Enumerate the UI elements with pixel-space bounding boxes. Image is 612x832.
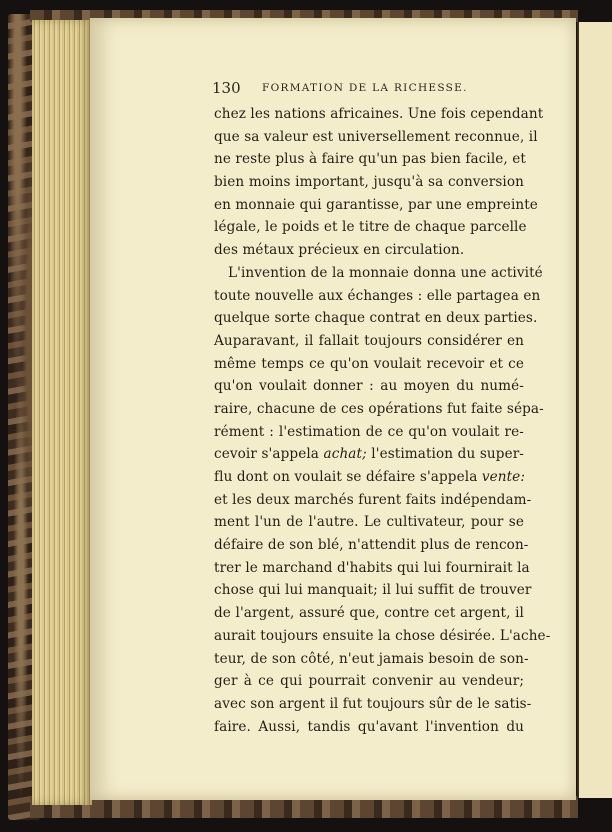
text-line: de l'argent, assuré que, contre cet argent, il: [214, 605, 524, 622]
text-segment: cevoir s'appela: [214, 446, 324, 463]
body-text: [214, 103, 551, 738]
text-line: et les deux marchés furent faits indépendam-: [214, 491, 532, 508]
text-line: raire, chacune de ces opérations fut faite sépa-: [214, 400, 544, 417]
text-line: chose qui lui manquait; il lui suffit de trouver: [214, 582, 532, 599]
text-line: Auparavant, il fallait toujours considérer en: [214, 332, 524, 349]
text-line: rément : l'estimation de ce qu'on voulait re-: [214, 423, 524, 440]
text-line: ment l'un de l'autre. Le cultivateur, pour se: [214, 514, 524, 531]
text-line: teur, de son côté, n'eut jamais besoin de son-: [214, 650, 529, 667]
text-line: bien moins important, jusqu'à sa conversion: [214, 174, 524, 191]
text-segment: l'estimation du super-: [366, 446, 525, 463]
text-line: aurait toujours ensuite la chose désirée. L'ache-: [214, 627, 551, 644]
text-line: quelque sorte chaque contrat en deux parties.: [214, 310, 538, 327]
page-number: 130: [212, 79, 241, 97]
text-line: [214, 466, 524, 489]
italic-term-vente: vente:: [481, 469, 525, 485]
text-line: ne reste plus à faire qu'un pas bien facile, et: [214, 151, 526, 168]
text-segment: flu dont on voulait se défaire s'appela: [214, 469, 482, 485]
text-line: faire. Aussi, tandis qu'avant l'invention du: [214, 718, 524, 735]
text-line: ger à ce qui pourrait convenir au vendeur;: [214, 673, 524, 690]
text-line: en monnaie qui garantisse, par une empreinte: [214, 196, 538, 213]
italic-term-achat: achat;: [323, 446, 367, 463]
text-line: que sa valeur est universellement reconnue, il: [214, 128, 538, 145]
text-line: défaire de son blé, n'attendit plus de rencon-: [214, 537, 529, 554]
text-line: légale, le poids et le titre de chaque parcelle: [214, 219, 527, 236]
page-header: [212, 79, 472, 99]
text-line: des métaux précieux en circulation.: [214, 242, 465, 259]
page-edges: [32, 20, 92, 805]
text-line: même temps ce qu'on voulait recevoir et ce: [214, 355, 524, 372]
running-title: FORMATION DE LA RICHESSE.: [262, 82, 468, 94]
text-line: toute nouvelle aux échanges : elle partagea en: [214, 287, 541, 304]
text-line: avec son argent il fut toujours sûr de le satis-: [214, 695, 532, 712]
text-line: [214, 443, 524, 466]
paragraph-start-line: L'invention de la monnaie donna une activité: [228, 264, 543, 281]
text-line: chez les nations africaines. Une fois cependant: [214, 106, 544, 122]
text-line: qu'on voulait donner : au moyen du numé-: [214, 378, 524, 395]
facing-page: [577, 22, 612, 798]
text-line: trer le marchand d'habits qui lui fournirait la: [214, 559, 530, 576]
